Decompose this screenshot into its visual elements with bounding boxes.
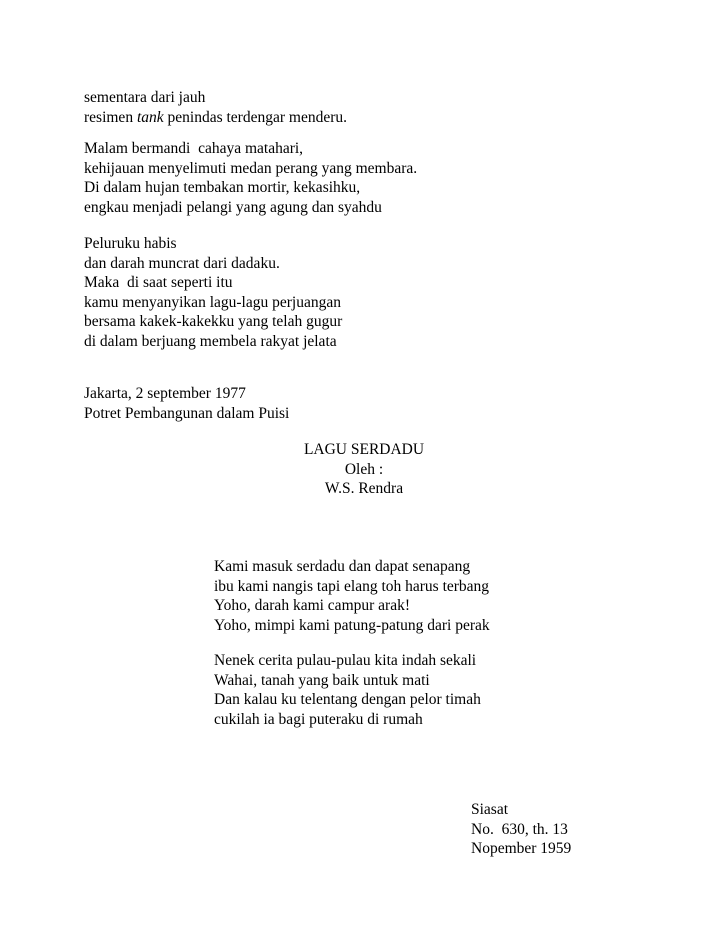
poem2-stanza1	[214, 557, 490, 635]
poem-line: Malam bermandi cahaya matahari,	[84, 140, 304, 157]
poem-line: Peluruku habis	[84, 235, 177, 252]
source-issue: No. 630, th. 13	[471, 820, 568, 838]
poem-author: W.S. Rendra	[324, 480, 404, 497]
poem2-source	[471, 800, 571, 859]
poem2-heading	[264, 440, 464, 499]
poem-title: LAGU SERDADU	[303, 441, 425, 458]
source-publication: Potret Pembangunan dalam Puisi	[84, 404, 290, 422]
poem-line: sementara dari jauh	[84, 89, 206, 106]
poem-line: Maka di saat seperti itu	[84, 274, 233, 291]
poem1-stanza3	[84, 234, 342, 351]
source-date: Jakarta, 2 september 1977	[84, 385, 246, 402]
poem-line: kamu menyanyikan lagu-lagu perjuangan	[84, 293, 341, 311]
source-date: Nopember 1959	[471, 840, 572, 857]
poem-line: Kami masuk serdadu dan dapat senapang	[214, 558, 471, 575]
poem-line: bersama kakek-kakekku yang telah gugur	[84, 313, 343, 330]
source-publication: Siasat	[471, 801, 509, 818]
poem-line: Wahai, tanah yang baik untuk mati	[214, 671, 430, 689]
poem-line: resimen tank penindas terdengar menderu.	[84, 108, 347, 126]
poem1-stanza2	[84, 139, 417, 217]
poem-byline: Oleh :	[344, 460, 384, 478]
poem-line: ibu kami nangis tapi elang toh harus terbang	[214, 577, 490, 595]
poem1-stanza1	[84, 88, 347, 127]
poem-line: Yoho, mimpi kami patung-patung dari perak	[214, 616, 490, 634]
poem-line: Yoho, darah kami campur arak!	[214, 597, 410, 614]
poem2-stanza2	[214, 651, 481, 729]
poem-line: dan darah muncrat dari dadaku.	[84, 254, 280, 272]
italic-word: tank	[136, 108, 164, 126]
poem-line: cukilah ia bagi puteraku di rumah	[214, 710, 423, 728]
poem-line: engkau menjadi pelangi yang agung dan syahdu	[84, 198, 382, 216]
poem-line: kehijauan menyelimuti medan perang yang membara.	[84, 159, 418, 177]
poem-line: Dan kalau ku telentang dengan pelor timah	[214, 691, 481, 708]
poem1-source	[84, 384, 289, 423]
poem-line: Di dalam hujan tembakan mortir, kekasihku,	[84, 179, 361, 196]
poem-line: Nenek cerita pulau-pulau kita indah sekali	[214, 652, 477, 669]
poem-line: di dalam berjuang membela rakyat jelata	[84, 332, 337, 350]
